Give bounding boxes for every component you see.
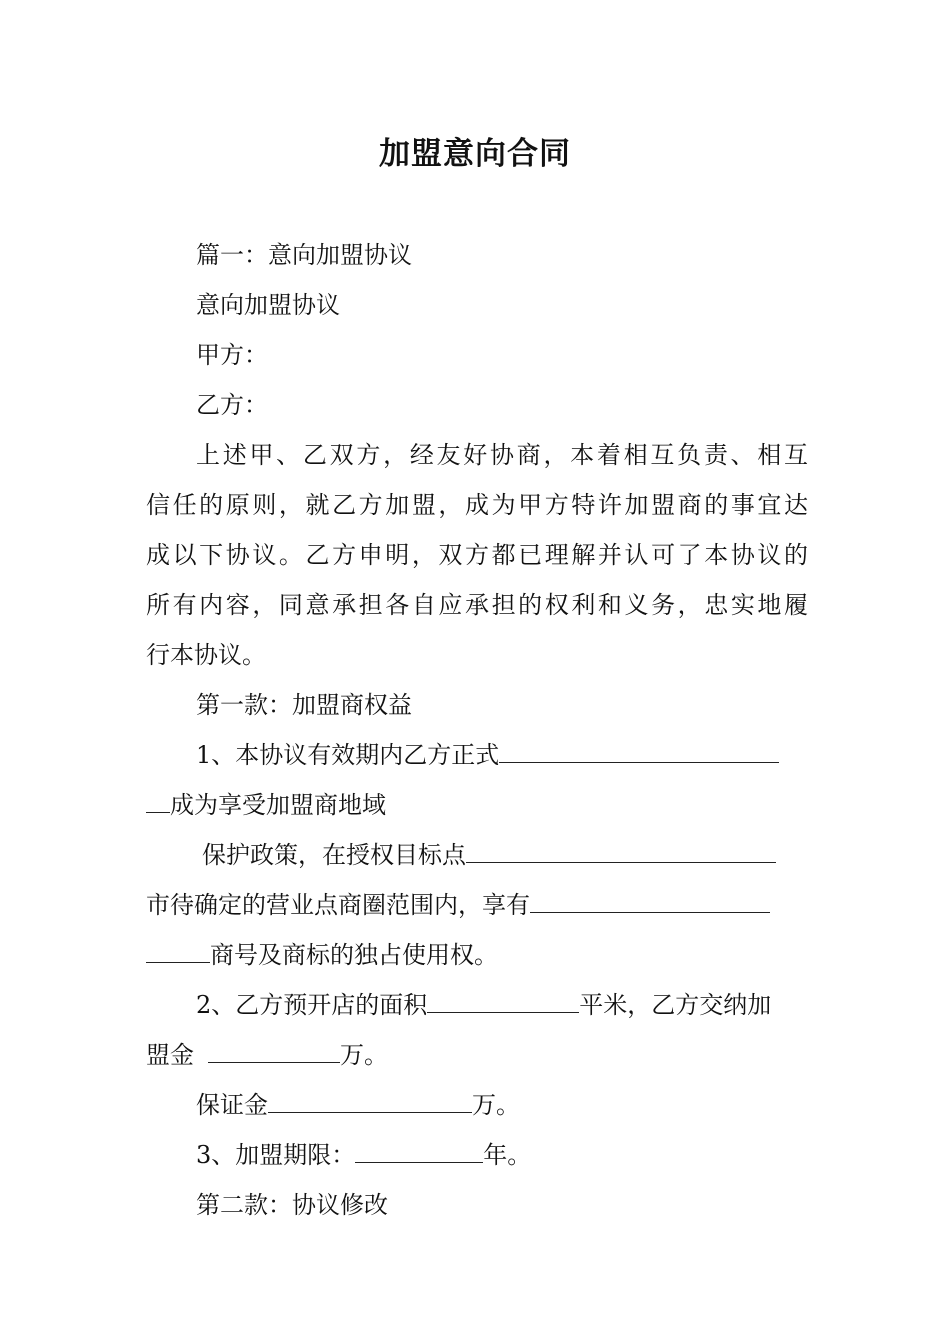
clause-item (146, 980, 808, 1030)
clause-text: 商号及商标的独占使用权。 (210, 941, 498, 969)
clause-text: 3、加盟期限： (196, 1141, 356, 1169)
clause-heading: 第二款：协议修改 (196, 1191, 388, 1219)
clause-text: 成为享受加盟商地域 (170, 791, 386, 819)
party-b-label: 乙方： (196, 391, 268, 419)
fill-blank (499, 734, 779, 763)
clause-text: 市待确定的营业点商圈范围内，享有 (146, 891, 530, 919)
clause-text: 保证金 (196, 1091, 268, 1119)
fill-blank (146, 934, 210, 963)
fill-blank (530, 884, 770, 913)
clause-item (146, 1080, 808, 1130)
fill-blank (146, 784, 170, 813)
fill-blank (427, 984, 579, 1013)
fill-blank (268, 1084, 472, 1113)
party-a-label: 甲方： (196, 341, 268, 369)
paragraph-line: 上述甲、乙双方，经友好协商，本着相互负责、相互 (196, 441, 808, 469)
fill-blank (466, 834, 776, 863)
paragraph-line: 行本协议。 (146, 641, 266, 669)
clause-heading: 第一款：加盟商权益 (196, 691, 412, 719)
clause-text: 盟金 (146, 1041, 194, 1069)
paragraph-line: 所有内容，同意承担各自应承担的权利和义务，忠实地履 (146, 591, 808, 619)
clause-item (146, 880, 808, 930)
clause-item (146, 1130, 808, 1180)
clause-item (146, 830, 808, 880)
clause-text: 保护政策，在授权目标点 (202, 841, 466, 869)
clause-text: 万。 (340, 1041, 388, 1069)
section-heading: 篇一：意向加盟协议 (196, 241, 412, 269)
clause-text: 平米，乙方交纳加 (579, 991, 772, 1019)
paragraph-line: 成以下协议。乙方申明，双方都已理解并认可了本协议的 (146, 541, 808, 569)
paragraph-line: 信任的原则，就乙方加盟，成为甲方特许加盟商的事宜达 (146, 491, 808, 519)
fill-blank (208, 1034, 340, 1063)
clause-item (146, 730, 808, 780)
clause-item (146, 1030, 808, 1080)
clause-text: 年。 (483, 1141, 532, 1169)
clause-text: 2、乙方预开店的面积 (196, 991, 428, 1019)
clause-item (146, 780, 808, 830)
clause-text: 万。 (472, 1091, 520, 1119)
clause-text: 1、本协议有效期内乙方正式 (196, 741, 500, 769)
fill-blank (355, 1134, 483, 1163)
agreement-name: 意向加盟协议 (196, 291, 340, 319)
clause-item (146, 930, 808, 980)
document-body (146, 230, 808, 1230)
document-title: 加盟意向合同 (379, 136, 571, 172)
